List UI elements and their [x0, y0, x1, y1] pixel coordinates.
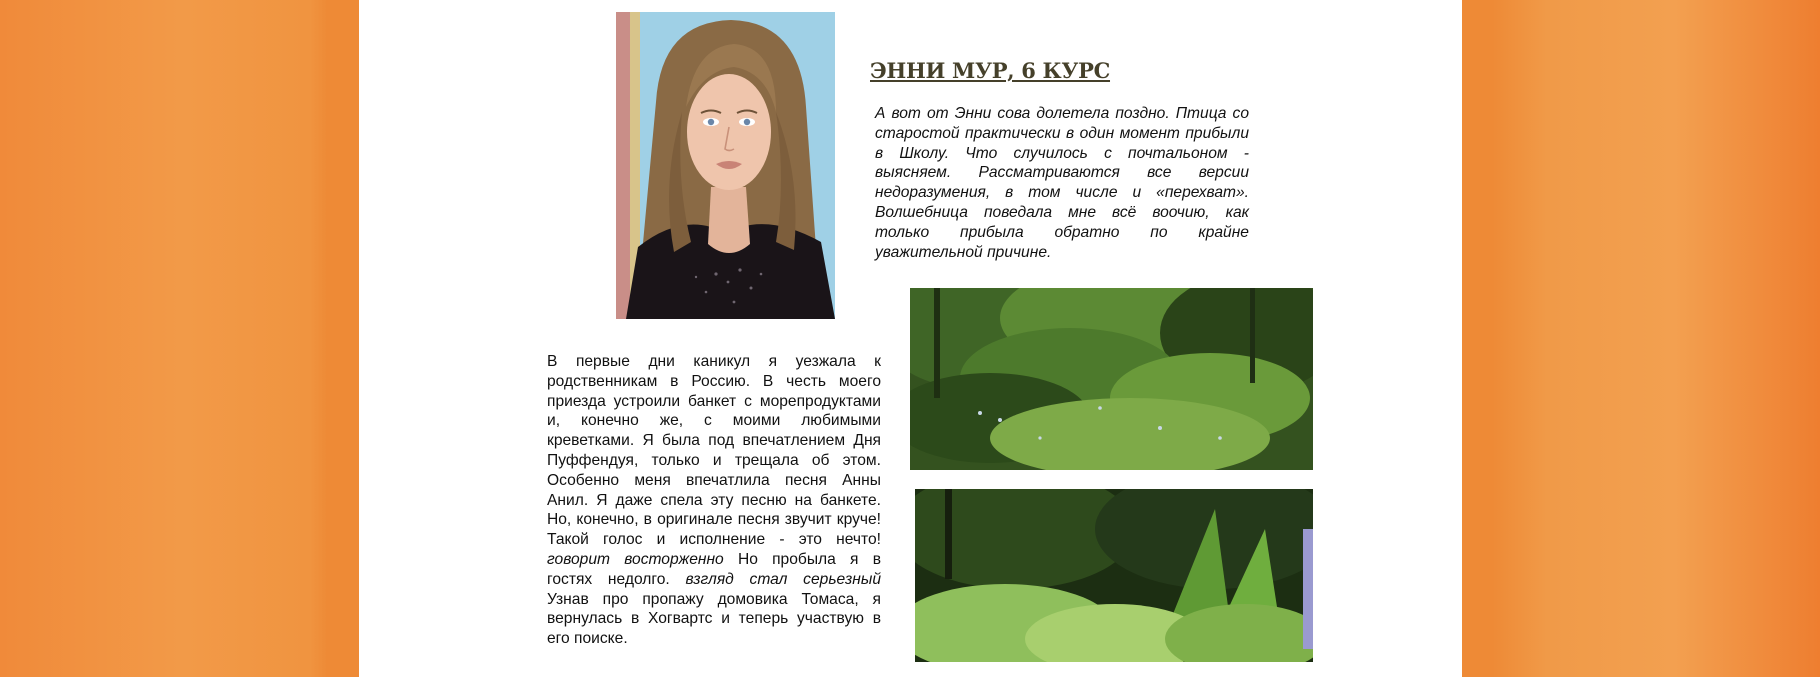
story-part-1: В первые дни каникул я уезжала к родственникам в Россию. В честь моего приезда устроили банкет с морепродуктами и, конечно же, с моими любимыми креветками. Я была под впечатлением Дня Пуффендуя, только и трещала об этом. Особенно меня впечатлила песня Анны Анил. Я даже спела эту песню на банкете. Но, конечно, в оригинале песня звучит круче! Такой голос и исполнение - это нечто! — [547, 353, 881, 549]
garden-illustration-top — [910, 288, 1313, 470]
story-remark-2: взгляд стал серьезный — [685, 570, 881, 588]
portrait-illustration — [616, 12, 835, 319]
article-story — [547, 352, 881, 649]
portrait-photo — [616, 12, 835, 319]
article-title: ЭННИ МУР, 6 КУРС — [870, 58, 1111, 83]
article-intro: А вот от Энни сова долетела поздно. Птица со старостой практически в один момент прибыли в Школу. Что случилось с почтальоном - выясняем. Рассматриваются все версии недоразумения, в том числе и «перехват». Волшебница поведала мне всё воочию, как только прибыла обратно по крайне уважительной причине. — [875, 105, 1249, 261]
garden-illustration-bottom — [915, 489, 1313, 662]
garden-photo-top — [910, 288, 1313, 470]
story-part-2: Но пробыла я в гостях недолго. — [547, 550, 881, 588]
story-remark-1: говорит восторженно — [547, 550, 724, 568]
garden-photo-bottom — [915, 489, 1313, 662]
story-part-3: Узнав про пропажу домовика Томаса, я вернулась в Хогвартс и теперь участвую в его поиске. — [547, 590, 881, 648]
